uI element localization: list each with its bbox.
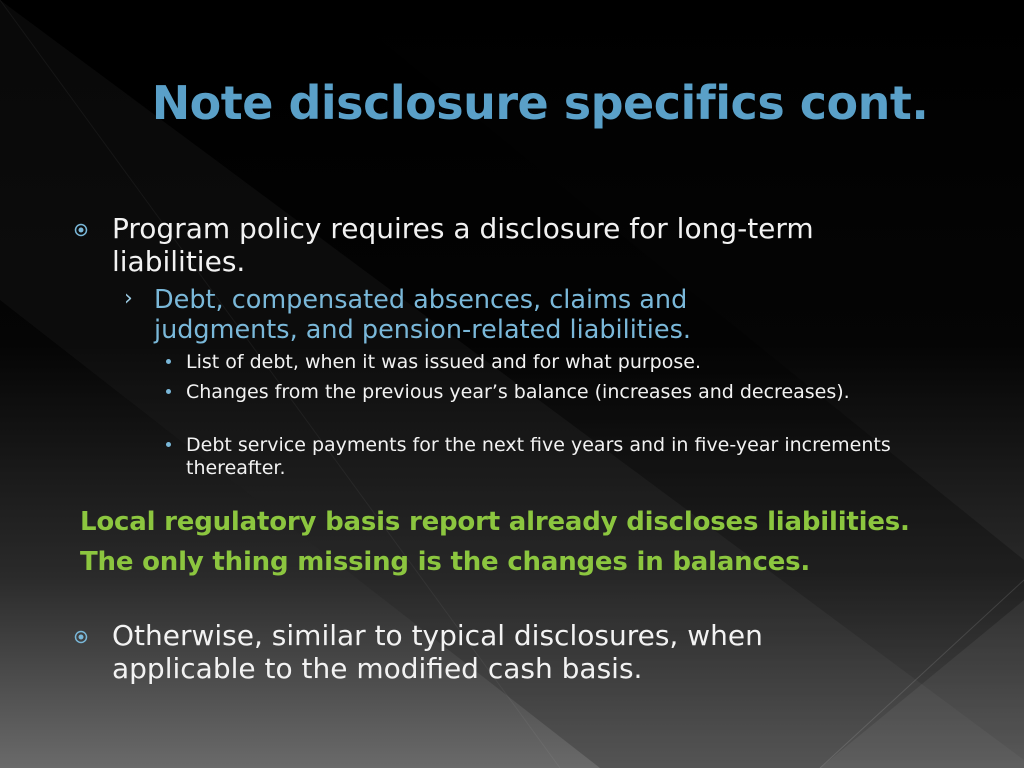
- highlight-line-1: Local regulatory basis report already discloses liabilities.: [80, 507, 910, 537]
- small-dot-icon: [166, 442, 171, 447]
- detail-debt-service: [186, 434, 906, 480]
- sub-bullet-text: Debt, compensated absences, claims and judgments, and pension-related liabilities.: [154, 285, 691, 345]
- bullet-program-policy: [112, 212, 952, 278]
- circled-dot-icon: [74, 630, 88, 644]
- detail-list-of-debt: [186, 351, 906, 374]
- detail-text: Changes from the previous year’s balance (increases and decreases).: [186, 381, 850, 403]
- bullet-otherwise: [112, 619, 832, 685]
- highlight-line-2: The only thing missing is the changes in balances.: [80, 547, 811, 577]
- circled-dot-icon: [74, 223, 88, 237]
- detail-changes: [186, 381, 886, 404]
- slide-title: Note disclosure specifics cont.: [151, 76, 929, 130]
- detail-text: List of debt, when it was issued and for what purpose.: [186, 351, 701, 373]
- detail-text: Debt service payments for the next five years and in five-year increments thereafter.: [186, 434, 891, 479]
- small-dot-icon: [166, 359, 171, 364]
- chevron-right-icon: ›: [124, 286, 133, 311]
- sub-bullet-liability-types: [124, 285, 834, 345]
- bullet-text: Program policy requires a disclosure for long-term liabilities.: [112, 212, 814, 278]
- small-dot-icon: [166, 389, 171, 394]
- bullet-text: Otherwise, similar to typical disclosures, when applicable to the modified cash basis.: [112, 619, 763, 685]
